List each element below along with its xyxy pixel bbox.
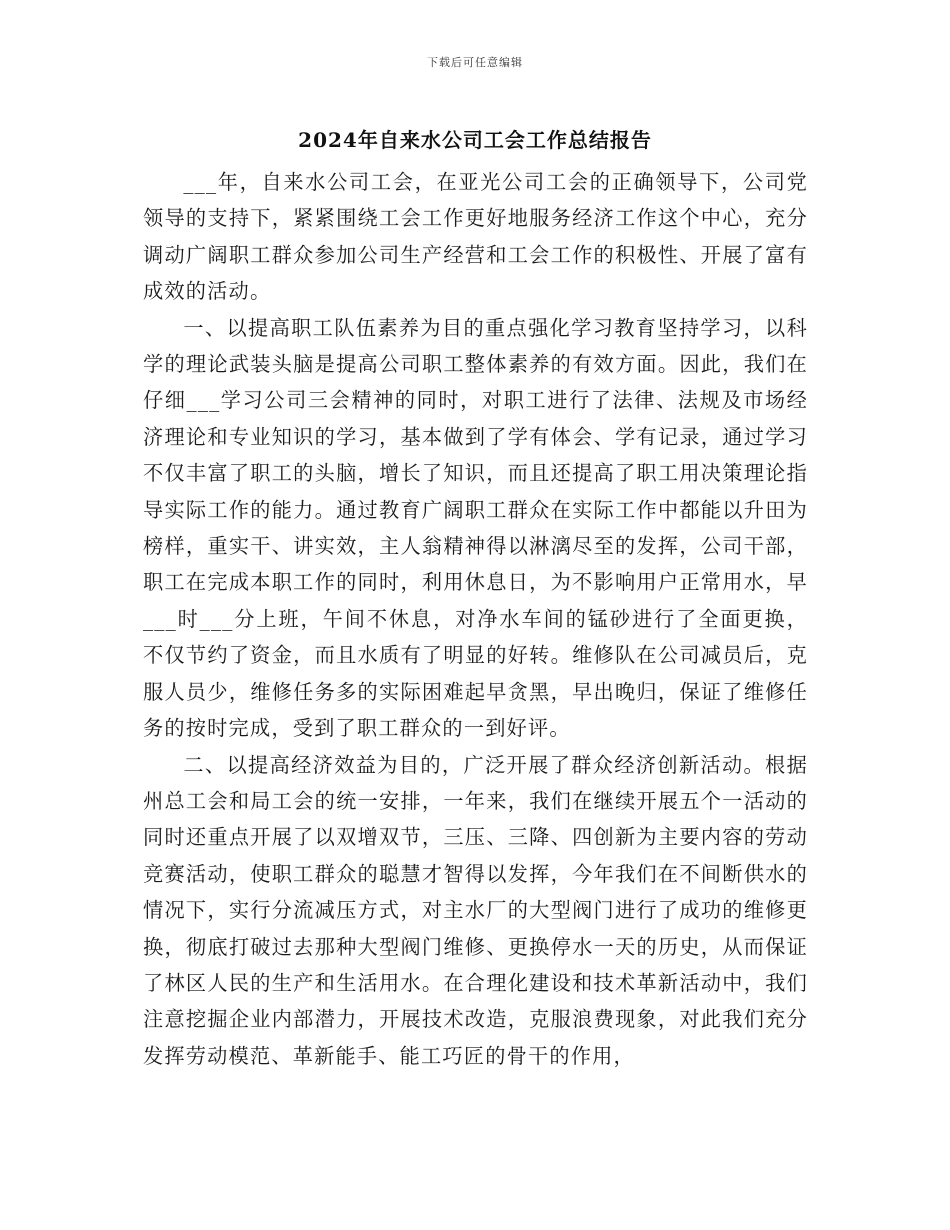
document-body	[143, 164, 808, 1074]
paragraph-intro: ___年，自来水公司工会，在亚光公司工会的正确领导下，公司党领导的支持下，紧紧围绕工会工作更好地服务经济工作这个中心，充分调动广阔职工群众参加公司生产经营和工会工作的积极性、开展了富有成效的活动。	[143, 170, 808, 304]
paragraph-section-1: 一、以提高职工队伍素养为目的重点强化学习教育坚持学习，以科学的理论武装头脑是提高公司职工整体素养的有效方面。因此，我们在仔细___学习公司三会精神的同时，对职工进行了法律、法规及市场经济理论和专业知识的学习，基本做到了学有体会、学有记录，通过学习不仅丰富了职工的头脑，增长了知识，而且还提高了职工用决策理论指导实际工作的能力。通过教育广阔职工群众在实际工作中都能以升田为榜样，重实干、讲实效，主人翁精神得以淋漓尽至的发挥，公司干部，职工在完成本职工作的同时，利用休息日，为不影响用户正常用水，早___时___分上班，午间不休息，对净水车间的锰砂进行了全面更换，不仅节约了资金，而且水质有了明显的好转。维修队在公司减员后，克服人员少，维修任务多的实际困难起早贪黑，早出晚归，保证了维修任务的按时完成，受到了职工群众的一到好评。	[143, 315, 808, 741]
document-title: 2024年自来水公司工会工作总结报告	[298, 128, 652, 152]
header-note: 下载后可任意编辑	[427, 56, 523, 69]
paragraph-section-2: 二、以提高经济效益为目的，广泛开展了群众经济创新活动。根据州总工会和局工会的统一安排，一年来，我们在继续开展五个一活动的同时还重点开展了以双增双节，三压、三降、四创新为主要内容的劳动竞赛活动，使职工群众的聪慧才智得以发挥，今年我们在不间断供水的情况下，实行分流减压方式，对主水厂的大型阀门进行了成功的维修更换，彻底打破过去那种大型阀门维修、更换停水一天的历史，从而保证了林区人民的生产和生活用水。在合理化建设和技术革新活动中，我们注意挖掘企业内部潜力，开展技术改造，克服浪费现象，对此我们充分发挥劳动模范、革新能手、能工巧匠的骨干的作用，	[143, 752, 808, 1068]
